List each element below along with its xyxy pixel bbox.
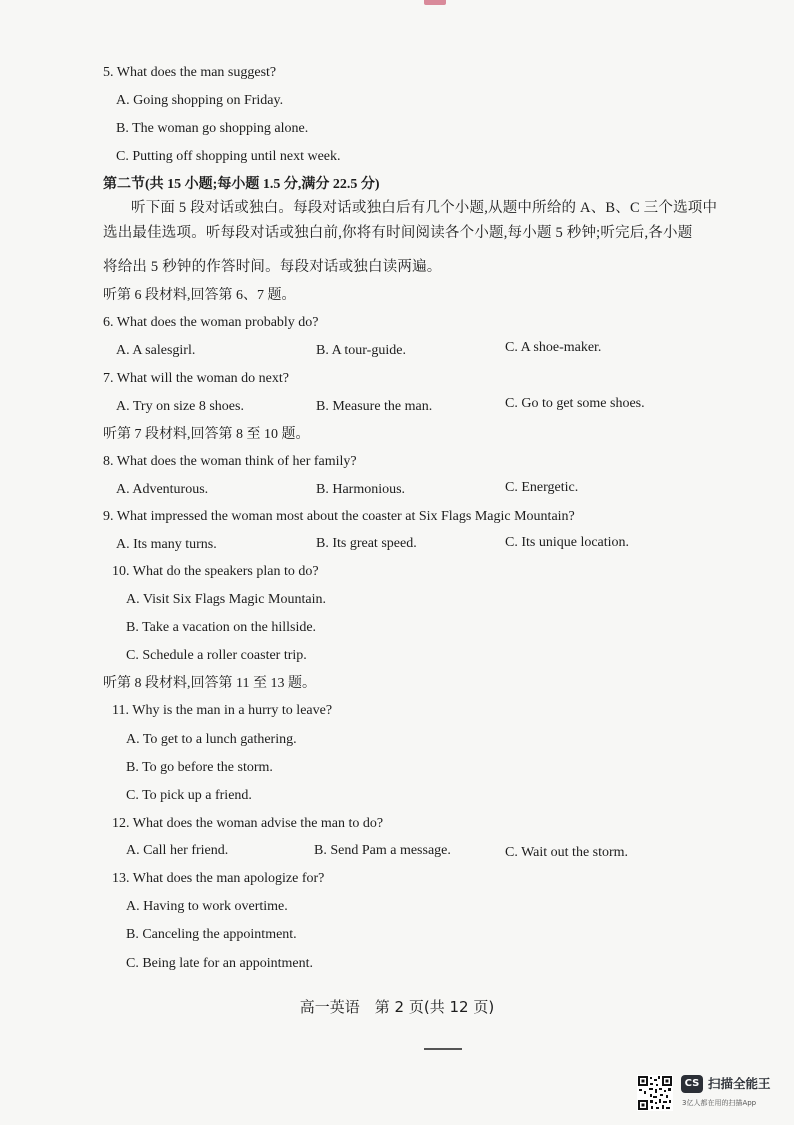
footer-rule <box>424 1048 462 1050</box>
material-7-heading: 听第 7 段材料,回答第 8 至 10 题。 <box>103 427 310 442</box>
material-8-heading: 听第 8 段材料,回答第 11 至 13 题。 <box>103 676 316 691</box>
section-2-instructions-line-1: 听下面 5 段对话或独白。每段对话或独白后有几个小题,从题中所给的 A、B、C 三个选项中 <box>131 200 718 216</box>
question-9-option-b: B. Its great speed. <box>316 536 417 551</box>
question-6-option-b: B. A tour-guide. <box>316 343 406 358</box>
scanner-logo-icon: CS <box>681 1075 703 1093</box>
scanner-brand-name: 扫描全能王 <box>708 1076 771 1091</box>
question-5-option-a: A. Going shopping on Friday. <box>116 93 284 108</box>
question-7-option-b: B. Measure the man. <box>316 399 433 414</box>
question-10-option-c: C. Schedule a roller coaster trip. <box>126 648 307 663</box>
question-11-option-c: C. To pick up a friend. <box>126 788 252 803</box>
question-5-option-b: B. The woman go shopping alone. <box>116 121 309 136</box>
question-7-option-a: A. Try on size 8 shoes. <box>116 399 244 414</box>
question-7-stem: 7. What will the woman do next? <box>103 371 289 386</box>
question-11-option-a: A. To get to a lunch gathering. <box>126 732 297 747</box>
question-11-stem: 11. Why is the man in a hurry to leave? <box>112 703 333 718</box>
question-9-option-a: A. Its many turns. <box>116 537 217 552</box>
question-5-option-c: C. Putting off shopping until next week. <box>116 149 341 164</box>
question-8-option-c: C. Energetic. <box>505 480 579 495</box>
question-5-stem: 5. What does the man suggest? <box>103 65 277 80</box>
section-2-instructions-line-3: 将给出 5 秒钟的作答时间。每段对话或独白读两遍。 <box>103 259 442 275</box>
question-8-option-b: B. Harmonious. <box>316 482 406 497</box>
scanner-tagline: 3亿人都在用的扫描App <box>682 1099 757 1107</box>
question-10-option-b: B. Take a vacation on the hillside. <box>126 620 317 635</box>
question-12-option-b: B. Send Pam a message. <box>314 843 451 858</box>
question-11-option-b: B. To go before the storm. <box>126 760 273 775</box>
question-8-option-a: A. Adventurous. <box>116 482 209 497</box>
question-9-option-c: C. Its unique location. <box>505 535 630 550</box>
material-6-heading: 听第 6 段材料,回答第 6、7 题。 <box>103 288 296 303</box>
question-10-stem: 10. What do the speakers plan to do? <box>112 564 319 579</box>
page-footer: 高一英语 第 2 页(共 12 页) <box>299 998 495 1016</box>
question-13-option-a: A. Having to work overtime. <box>126 899 288 914</box>
question-6-option-a: A. A salesgirl. <box>116 343 196 358</box>
section-2-heading: 第二节(共 15 小题;每小题 1.5 分,满分 22.5 分) <box>103 177 380 192</box>
section-2-instructions-line-2: 选出最佳选项。听每段对话或独白前,你将有时间阅读各个小题,每小题 5 秒钟;听完后,各小题 <box>103 225 693 241</box>
question-6-option-c: C. A shoe-maker. <box>505 340 602 355</box>
question-7-option-c: C. Go to get some shoes. <box>505 396 645 411</box>
question-13-stem: 13. What does the man apologize for? <box>112 871 325 886</box>
top-edge-mark <box>424 0 446 5</box>
question-12-stem: 12. What does the woman advise the man to do? <box>112 816 384 831</box>
question-10-option-a: A. Visit Six Flags Magic Mountain. <box>126 592 326 607</box>
question-6-stem: 6. What does the woman probably do? <box>103 315 319 330</box>
question-12-option-a: A. Call her friend. <box>126 843 229 858</box>
question-13-option-c: C. Being late for an appointment. <box>126 956 314 971</box>
question-9-stem: 9. What impressed the woman most about the coaster at Six Flags Magic Mountain? <box>103 509 575 524</box>
qr-code-icon <box>637 1075 673 1111</box>
question-8-stem: 8. What does the woman think of her family? <box>103 454 357 469</box>
question-13-option-b: B. Canceling the appointment. <box>126 927 297 942</box>
question-12-option-c: C. Wait out the storm. <box>505 845 629 860</box>
